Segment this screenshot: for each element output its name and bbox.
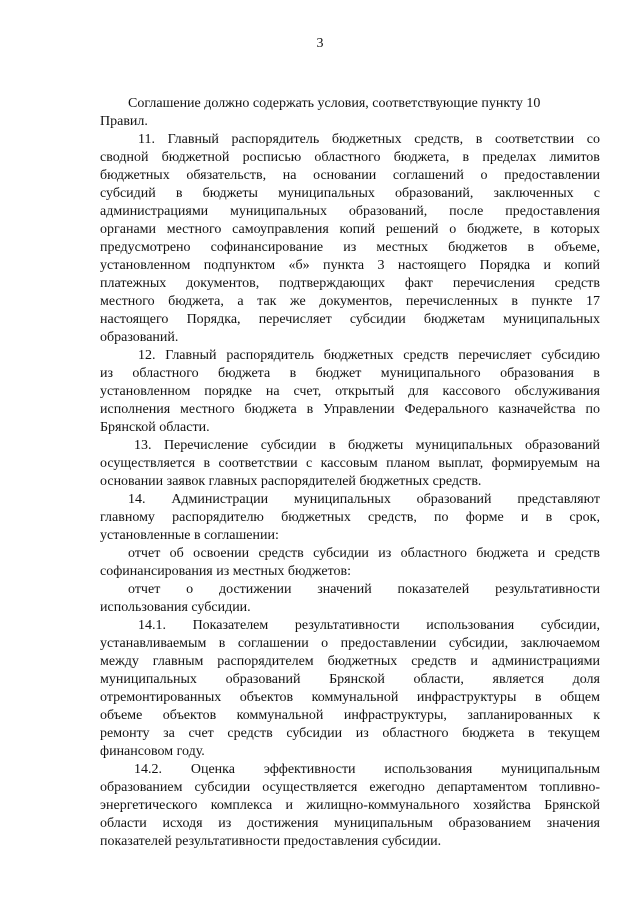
text-line: осуществляется в соответствии с кассовым планом выплат, формируемым на	[100, 456, 600, 471]
text-line: 13. Перечисление субсидии в бюджеты муниципальных образований	[134, 438, 600, 453]
text-line: Соглашение должно содержать условия, соответствующие пункту 10	[128, 96, 541, 111]
text-line: отчет о достижении значений показателей результативности	[128, 582, 600, 597]
text-line: Правил.	[100, 114, 148, 129]
text-line: из областного бюджета в бюджет муниципального образования в	[100, 366, 600, 381]
text-line: ремонту за счет средств субсидии из областного бюджета в текущем	[100, 726, 600, 741]
text-line: основании заявок главных распорядителей бюджетных средств.	[100, 474, 482, 489]
text-line: 14.1. Показателем результативности использования субсидии,	[138, 618, 600, 633]
text-line: отчет об освоении средств субсидии из областного бюджета и средств	[128, 546, 600, 561]
text-line: установленном порядке на счет, открытый для кассового обслуживания	[100, 384, 600, 399]
text-line: 11. Главный распорядитель бюджетных средств, в соответствии со	[138, 132, 600, 147]
text-line: исполнения местного бюджета в Управлении Федерального казначейства по	[100, 402, 600, 417]
text-line: муниципальных образований Брянской области, является доля	[100, 672, 600, 687]
text-line: местного бюджета, а так же документов, перечисленных в пункте 17	[100, 294, 600, 309]
text-line: 12. Главный распорядитель бюджетных средств перечисляет субсидию	[138, 348, 600, 363]
text-line: области исходя из достижения муниципальным образованием значения	[100, 816, 600, 831]
text-line: настоящего Порядка, перечисляет субсидии бюджетам муниципальных	[100, 312, 600, 327]
text-line: администрациями муниципальных образований, после предоставления	[100, 204, 600, 219]
text-line: предусмотрено софинансирование из местных бюджетов в объеме,	[100, 240, 600, 255]
text-line: 14. Администрации муниципальных образований представляют	[128, 492, 600, 507]
text-line: образований.	[100, 330, 179, 345]
text-line: субсидий в бюджеты муниципальных образований, заключенных с	[100, 186, 600, 201]
text-line: органами местного самоуправления копий решений о бюджете, в которых	[100, 222, 600, 237]
page-number: 3	[316, 36, 324, 51]
text-line: объеме объектов коммунальной инфраструктуры, запланированных к	[100, 708, 600, 723]
text-line: 14.2. Оценка эффективности использования муниципальным	[134, 762, 600, 777]
text-line: бюджетных обязательств, на основании соглашений о предоставлении	[100, 168, 600, 183]
text-line: отремонтированных объектов коммунальной инфраструктуры в общем	[100, 690, 600, 705]
text-line: показателей результативности предоставления субсидии.	[100, 834, 442, 849]
text-line: установленном подпунктом «б» пункта 3 настоящего Порядка и копий	[100, 258, 600, 273]
text-line: энергетического комплекса и жилищно-коммунального хозяйства Брянской	[100, 798, 600, 813]
text-line: Брянской области.	[100, 420, 210, 435]
text-line: образованием субсидии осуществляется ежегодно департаментом топливно-	[100, 780, 600, 795]
text-line: финансовом году.	[100, 744, 205, 759]
text-line: главному распорядителю бюджетных средств, по форме и в срок,	[100, 510, 600, 525]
text-line: установленные в соглашении:	[100, 528, 279, 543]
text-line: устанавливаемым в соглашении о предоставлении субсидии, заключаемом	[100, 636, 600, 651]
text-line: сводной бюджетной росписью областного бюджета, в пределах лимитов	[100, 150, 600, 165]
text-line: между главным распорядителем бюджетных средств и администрациями	[100, 654, 600, 669]
text-line: софинансирования из местных бюджетов:	[100, 564, 352, 579]
text-line: использования субсидии.	[100, 600, 251, 615]
text-line: платежных документов, подтверждающих факт перечисления средств	[100, 276, 600, 291]
